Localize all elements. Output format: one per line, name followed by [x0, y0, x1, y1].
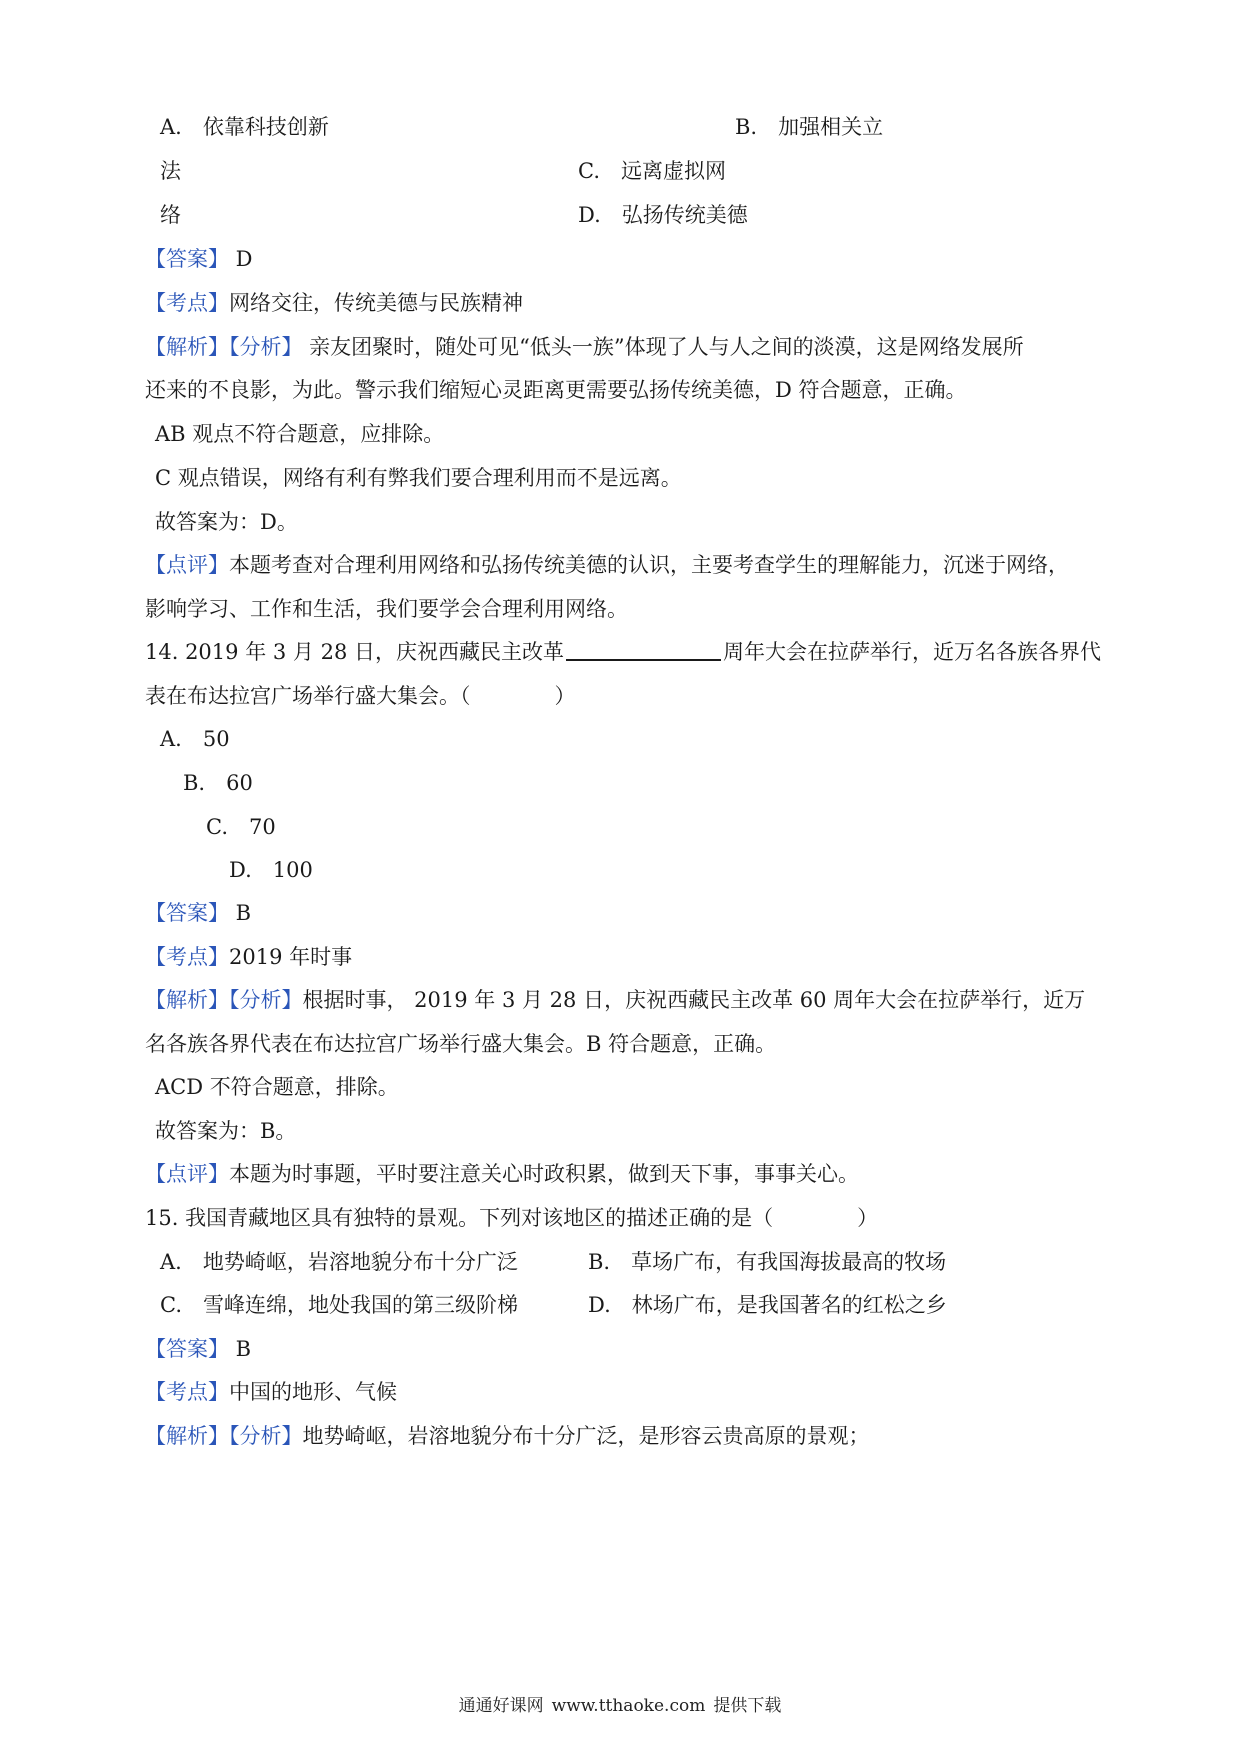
- analysis-text: 根据时事， 2019 年 3 月 28 日，庆祝西藏民主改革 60 周年大会在拉萨举行，近万: [302, 988, 1086, 1012]
- q15-option-d: D. 林场广布，是我国著名的红松之乡: [588, 1293, 947, 1317]
- q13-analysis-line-5: 故答案为：D。: [155, 510, 298, 534]
- q13-analysis: [145, 332, 1024, 362]
- q14-analysis-line-3: ACD 不符合题意，排除。: [155, 1075, 399, 1099]
- q13-comment: [145, 550, 1069, 580]
- analysis-tag: 【解析】【分析】: [145, 1424, 303, 1448]
- q14-option-b: B. 60: [183, 771, 253, 795]
- point-value: 中国的地形、气候: [229, 1380, 397, 1404]
- q13-option-c-wrap: 络: [160, 203, 181, 227]
- analysis-tag: 【解析】【分析】: [145, 988, 303, 1012]
- q13-option-b-wrap: 法: [160, 159, 181, 183]
- footer-note: 提供下载: [713, 1696, 782, 1716]
- answer-tag: 【答案】: [145, 1337, 229, 1361]
- q15-option-a: A. 地势崎岖，岩溶地貌分布十分广泛: [160, 1250, 518, 1274]
- footer-url[interactable]: www.tthaoke.com: [551, 1696, 706, 1716]
- q14-comment: [145, 1159, 859, 1189]
- fill-blank: [566, 637, 721, 661]
- q14-answer: [145, 898, 251, 928]
- q15-stem: 15. 我国青藏地区具有独特的景观。下列对该地区的描述正确的是（ ）: [145, 1206, 879, 1230]
- q13-option-b: B. 加强相关立: [735, 115, 884, 139]
- analysis-text: 地势崎岖，岩溶地貌分布十分广泛，是形容云贵高原的景观；: [302, 1424, 870, 1448]
- footer-site-name: 通通好课网: [458, 1696, 544, 1716]
- q14-option-d: D. 100: [229, 858, 313, 882]
- page-footer: [0, 1694, 1240, 1718]
- point-value: 网络交往，传统美德与民族精神: [229, 291, 523, 315]
- q14-stem-line-2: 表在布达拉宫广场举行盛大集会。（ ）: [145, 684, 576, 708]
- q13-analysis-line-4: C 观点错误，网络有利有弊我们要合理利用而不是远离。: [155, 466, 682, 490]
- q13-option-d: D. 弘扬传统美德: [578, 203, 748, 227]
- q14-stem: [145, 637, 1101, 667]
- q13-analysis-line-2: 还来的不良影，为此。警示我们缩短心灵距离更需要弘扬传统美德，D 符合题意，正确。: [145, 378, 967, 402]
- q15-analysis: [145, 1421, 870, 1451]
- point-value: 2019 年时事: [229, 945, 353, 969]
- q15-option-c: C. 雪峰连绵，地处我国的第三级阶梯: [160, 1293, 518, 1317]
- q14-stem-end: 周年大会在拉萨举行，近万名各族各界代: [722, 640, 1101, 664]
- answer-value: B: [229, 1337, 252, 1361]
- q15-point: [145, 1377, 397, 1407]
- analysis-text: 亲友团聚时，随处可见“低头一族”体现了人与人之间的淡漠，这是网络发展所: [302, 335, 1024, 359]
- q14-option-a: A. 50: [160, 727, 230, 751]
- comment-tag: 【点评】: [145, 1162, 229, 1186]
- comment-tag: 【点评】: [145, 553, 229, 577]
- q14-point: [145, 942, 352, 972]
- answer-value: D: [229, 247, 253, 271]
- comment-text: 本题为时事题，平时要注意关心时政积累，做到天下事，事事关心。: [229, 1162, 859, 1186]
- answer-value: B: [229, 901, 252, 925]
- q14-option-c: C. 70: [206, 815, 276, 839]
- point-tag: 【考点】: [145, 945, 229, 969]
- q13-option-c: C. 远离虚拟网: [578, 159, 726, 183]
- comment-text: 本题考查对合理利用网络和弘扬传统美德的认识，主要考查学生的理解能力，沉迷于网络，: [229, 553, 1069, 577]
- q14-stem-start: 14. 2019 年 3 月 28 日，庆祝西藏民主改革: [145, 640, 564, 664]
- q13-comment-line-2: 影响学习、工作和生活，我们要学会合理利用网络。: [145, 597, 628, 621]
- q14-analysis: [145, 985, 1085, 1015]
- answer-tag: 【答案】: [145, 247, 229, 271]
- q13-answer: [145, 244, 253, 274]
- point-tag: 【考点】: [145, 1380, 229, 1404]
- q14-analysis-line-2: 名各族各界代表在布达拉宫广场举行盛大集会。B 符合题意，正确。: [145, 1032, 777, 1056]
- point-tag: 【考点】: [145, 291, 229, 315]
- q13-analysis-line-3: AB 观点不符合题意，应排除。: [155, 422, 445, 446]
- q14-analysis-line-4: 故答案为：B。: [155, 1119, 297, 1143]
- q13-point: [145, 288, 523, 318]
- analysis-tag: 【解析】【分析】: [145, 335, 303, 359]
- q15-answer: [145, 1334, 251, 1364]
- q13-option-a: A. 依靠科技创新: [160, 115, 329, 139]
- answer-tag: 【答案】: [145, 901, 229, 925]
- q15-option-b: B. 草场广布，有我国海拔最高的牧场: [588, 1250, 947, 1274]
